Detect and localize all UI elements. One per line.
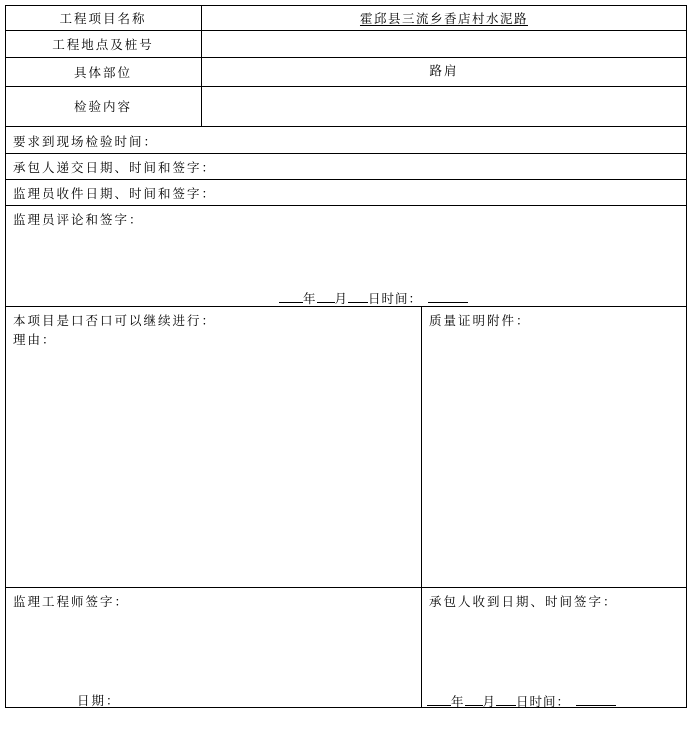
day-blank [496, 694, 516, 706]
continue-decision-label: 本项目是口否口可以继续进行： [13, 313, 217, 328]
location-label: 工程地点及桩号 [52, 36, 154, 52]
row-divider [5, 153, 687, 154]
required-time-label: 要求到现场检验时间： [13, 134, 159, 149]
row-divider [5, 126, 687, 127]
day-time-label: 日时间： [516, 694, 571, 709]
border-right [686, 5, 687, 708]
year-blank [427, 694, 451, 706]
engineer-sign-label: 监理工程师签字： [13, 594, 130, 609]
day-time-label: 日时间： [368, 291, 423, 306]
year-blank [279, 291, 303, 303]
receive-date-line [427, 692, 616, 710]
content-value [202, 86, 686, 126]
supervisor-comment-label: 监理员评论和签字： [13, 212, 144, 227]
month-blank [465, 694, 483, 706]
date-label: 日期： [77, 693, 121, 708]
contractor-receive-label: 承包人收到日期、时间签字： [429, 594, 618, 609]
row-divider [5, 587, 687, 588]
time-blank [576, 694, 616, 706]
reason-label: 理由： [13, 332, 57, 347]
project-name-label: 工程项目名称 [59, 10, 147, 26]
year-label: 年 [451, 694, 465, 709]
row-divider [5, 179, 687, 180]
attachments-label: 质量证明附件： [429, 313, 531, 328]
split-column-divider [421, 306, 422, 708]
supervisor-receive-label: 监理员收件日期、时间和签字： [13, 186, 217, 201]
time-blank [428, 291, 468, 303]
part-value: 路肩 [429, 63, 459, 78]
comment-date-line [279, 289, 468, 307]
contractor-submit-label: 承包人递交日期、时间和签字： [13, 160, 217, 175]
location-value [202, 30, 686, 57]
row-divider [5, 205, 687, 206]
month-label: 月 [482, 694, 497, 709]
month-blank [317, 291, 335, 303]
year-label: 年 [303, 291, 317, 306]
part-label: 具体部位 [73, 64, 132, 80]
month-label: 月 [334, 291, 349, 306]
project-name-value: 霍邱县三流乡香店村水泥路 [359, 10, 528, 26]
day-blank [348, 291, 368, 303]
inspection-request-form [5, 5, 687, 708]
content-label: 检验内容 [73, 99, 132, 114]
